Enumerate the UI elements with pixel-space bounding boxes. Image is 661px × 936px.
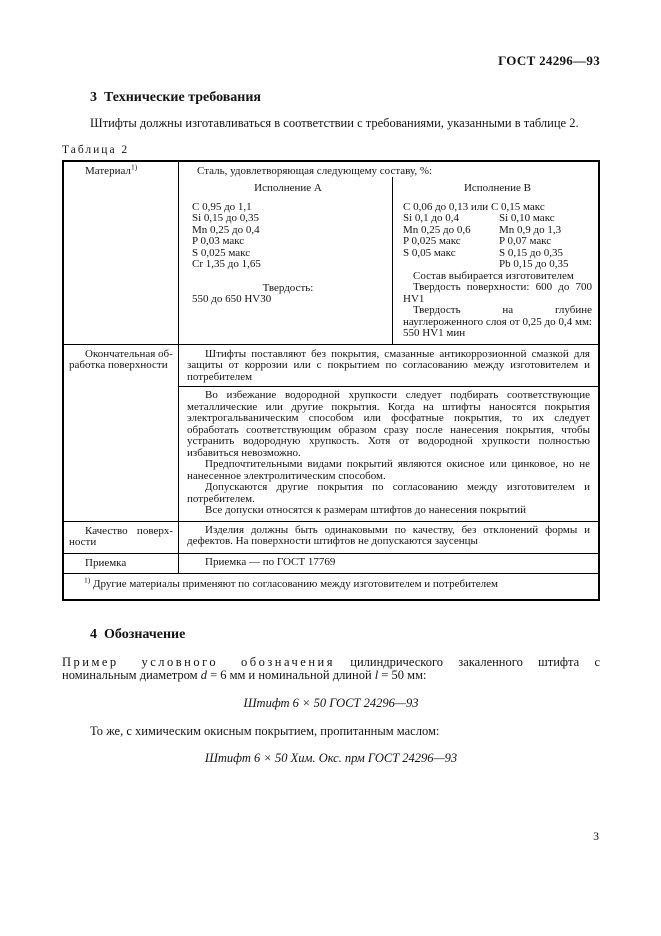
variable-l: l — [374, 668, 379, 682]
table-row-material — [64, 162, 598, 344]
exec-b-note-surface-hardness: Твердость поверхности: 600 до 700 HV1 — [403, 281, 592, 305]
example-text: = 6 мм и номинальной длиной — [210, 668, 372, 682]
steel-composition-header: Сталь, удовлетворяющая следующему составу, %: — [197, 164, 433, 177]
table-row-quality — [64, 521, 598, 553]
material-footnote-mark: 1) — [130, 161, 138, 171]
variable-d: d — [200, 668, 207, 682]
designation-example-paragraph — [62, 656, 600, 683]
material-content-cell — [179, 162, 598, 344]
execution-a-column — [179, 177, 392, 344]
exec-b-note-composition: Состав выбирается изготовителем — [413, 269, 574, 282]
table-2 — [62, 160, 600, 601]
finishing-paragraph: Предпочтительными видами покрытий являются окисное или цинковое, но не нанесенное электролитическим способом. — [187, 458, 590, 482]
exec-b-pair-right: P 0,07 макс — [499, 235, 552, 247]
exec-a-hardness-value: 550 до 650 HV30 — [192, 293, 272, 305]
material-label-cell — [64, 162, 179, 344]
quality-content-cell — [179, 522, 598, 553]
exec-b-pair-right: Si 0,10 макс — [499, 212, 555, 224]
page-number: 3 — [593, 831, 599, 843]
finishing-subcell-2 — [179, 386, 598, 521]
exec-b-pair-left: Mn 0,25 до 0,6 — [403, 223, 471, 236]
exec-b-composition-pair — [403, 213, 592, 225]
quality-label-cell — [64, 522, 179, 553]
exec-a-composition-line: C 0,95 до 1,1 — [192, 200, 252, 213]
exec-b-pair-right: S 0,15 до 0,35 — [499, 246, 563, 259]
exec-b-composition-pair — [403, 259, 592, 271]
finishing-label-line: работка поверхности — [69, 359, 168, 371]
quality-text: Изделия должны быть одинаковыми по качеству, без отклонений формы и дефектов. На поверхности штифтов не допускаются заусенцы — [187, 523, 590, 547]
section-3-intro-paragraph: Штифты должны изготавливаться в соответствии с требованиями, указанными в таблице 2. — [90, 116, 579, 130]
finishing-label-cell — [64, 345, 179, 521]
execution-b-title: Исполнение В — [463, 182, 532, 194]
exec-a-composition-line: Si 0,15 до 0,35 — [192, 212, 260, 224]
doc-number: ГОСТ 24296—93 — [498, 53, 600, 68]
table-caption: Таблица 2 — [62, 143, 130, 156]
exec-b-pair-left: P 0,025 макс — [403, 235, 461, 247]
acceptance-label-cell — [64, 554, 179, 574]
quality-label-line: ности — [69, 536, 97, 548]
quality-label-line: Качество поверх- — [85, 524, 173, 537]
finishing-paragraph: Все допуски относятся к размерам штифтов до нанесения покрытий — [205, 504, 527, 516]
exec-a-composition-line: S 0,025 макс — [192, 246, 251, 259]
section-4-heading: 4 Обозначение — [90, 626, 186, 642]
designation-2: Штифт 6 × 50 Хим. Окс. прм ГОСТ 24296—93 — [204, 751, 458, 765]
exec-a-composition-line: Mn 0,25 до 0,4 — [192, 223, 260, 236]
finishing-label-line: Окончательная об- — [85, 347, 173, 360]
footnote-text: Другие материалы применяют по согласованию между изготовителем и потребителем — [93, 578, 498, 590]
example-text: = 50 мм: — [381, 668, 427, 682]
exec-b-composition-pair — [403, 236, 592, 248]
table-row-finishing — [64, 344, 598, 521]
exec-b-pair-right: Pb 0,15 до 0,35 — [499, 258, 569, 270]
example-text: цилиндрического закаленного штифта с номинальным диаметром — [62, 654, 600, 682]
finishing-paragraph: Во избежание водородной хрупкости следует подбирать соответствующие металлические или другие покрытия. Когда на штифты наносятся покрытия электрогальваническим способом или фосфатные покрытия, то их следует обработать соответствующим образом сразу после нанесения покрытия, чтобы устранить водородную хрупкость. Хотя от водородной хрупкости полностью избавиться невозможно. — [187, 389, 590, 459]
exec-a-composition-line: P 0,03 макс — [192, 235, 245, 247]
exec-b-composition-line: C 0,06 до 0,13 или C 0,15 макс — [403, 200, 545, 213]
exec-b-pair-left: Si 0,1 до 0,4 — [403, 212, 460, 224]
exec-a-hardness-label: Твердость: — [262, 281, 314, 294]
finishing-paragraph: Штифты поставляют без покрытия, смазанные антикоррозионной смазкой для защиты от коррозии или с покрытием по согласованию между изготовителем и потребителем — [187, 347, 590, 383]
exec-a-composition-line: Cr 1,35 до 1,65 — [192, 258, 261, 270]
table-footnote — [64, 573, 598, 599]
table-row-acceptance — [64, 553, 598, 574]
material-label-line — [69, 161, 173, 178]
material-label: Материал — [85, 164, 131, 177]
footnote-mark: 1) — [84, 575, 91, 585]
example-spaced-intro: Пример условного обозначения — [62, 654, 335, 669]
section-3-heading: 3 Технические требования — [90, 90, 261, 105]
acceptance-content-cell — [179, 554, 598, 574]
finishing-content-cell — [179, 345, 598, 521]
acceptance-text: Приемка — по ГОСТ 17769 — [205, 555, 336, 568]
designation-1: Штифт 6 × 50 ГОСТ 24296—93 — [243, 695, 419, 710]
exec-b-pair-left: S 0,05 макс — [403, 246, 456, 259]
exec-b-note-depth-hardness: Твердость на глубине науглероженного слоя от 0,25 до 0,4 мм: 550 HV1 мин — [403, 304, 592, 339]
exec-b-pair-right: Mn 0,9 до 1,3 — [499, 223, 562, 236]
execution-a-title: Исполнение А — [254, 182, 322, 194]
execution-columns — [179, 177, 598, 344]
execution-b-column — [392, 177, 598, 344]
same-with-paragraph: То же, с химическим окисным покрытием, пропитанным маслом: — [90, 723, 440, 738]
exec-b-pair-left — [403, 259, 499, 271]
finishing-paragraph: Допускаются другие покрытия по согласованию между изготовителем и потребителем. — [187, 481, 590, 505]
acceptance-label: Приемка — [85, 556, 127, 569]
